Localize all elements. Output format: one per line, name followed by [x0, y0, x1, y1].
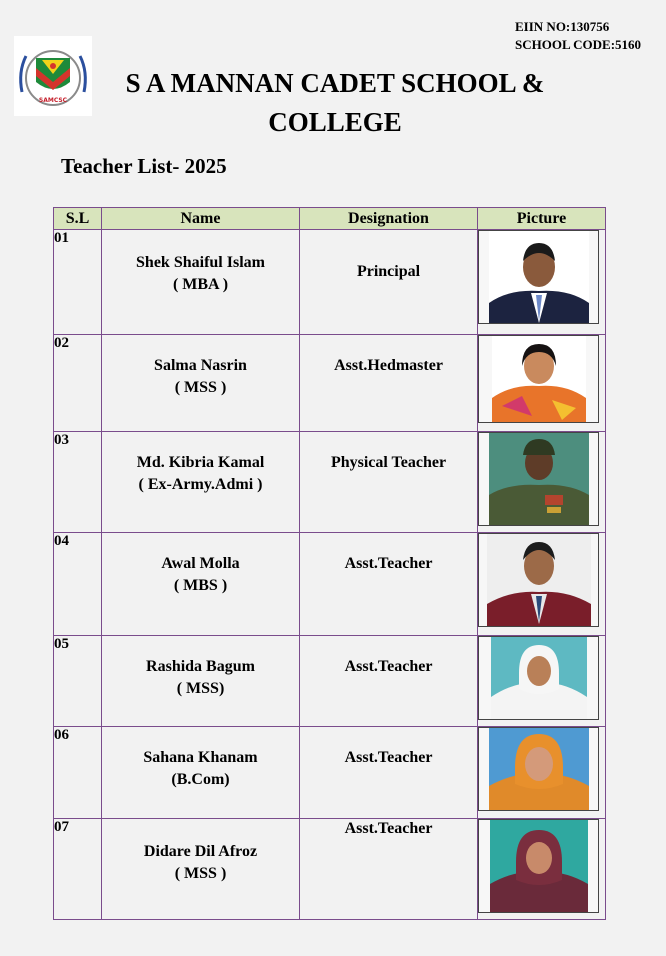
- teacher-photo: [478, 230, 599, 324]
- teacher-designation: Asst.Teacher: [300, 727, 478, 819]
- teacher-name: Salma Nasrin: [154, 357, 247, 374]
- column-header-sl: S.L: [54, 208, 102, 230]
- row-name-cell: [102, 432, 300, 533]
- teacher-designation: Asst.Teacher: [300, 533, 478, 636]
- school-logo: [14, 36, 92, 116]
- school-name: [100, 64, 570, 142]
- row-picture-cell: [478, 819, 606, 920]
- school-code: SCHOOL CODE:5160: [515, 37, 642, 52]
- row-sl: 07: [54, 819, 102, 920]
- teacher-photo: [478, 335, 599, 423]
- row-picture-cell: [478, 533, 606, 636]
- teacher-qualification: ( MBA ): [172, 276, 229, 293]
- teacher-designation: Asst.Teacher: [300, 636, 478, 727]
- row-name-cell: [102, 533, 300, 636]
- table-row: [54, 432, 606, 533]
- row-sl: 06: [54, 727, 102, 819]
- row-picture-cell: [478, 230, 606, 335]
- teacher-name: Shek Shaiful Islam: [136, 254, 265, 271]
- row-sl: 02: [54, 335, 102, 432]
- school-name-line1: S A MANNAN CADET SCHOOL &: [125, 68, 545, 98]
- svg-text:SAMCSC: SAMCSC: [38, 97, 68, 104]
- row-name-cell: [102, 230, 300, 335]
- teacher-name: Rashida Bagum: [146, 658, 255, 675]
- row-sl: 03: [54, 432, 102, 533]
- teacher-qualification: ( Ex-Army.Admi ): [138, 476, 263, 493]
- row-sl: 05: [54, 636, 102, 727]
- teacher-photo: [478, 533, 599, 627]
- row-sl: 01: [54, 230, 102, 335]
- table-row: [54, 335, 606, 432]
- row-picture-cell: [478, 335, 606, 432]
- teacher-name: Awal Molla: [161, 555, 240, 572]
- table-header-row: [54, 208, 606, 230]
- school-codes: [515, 18, 641, 54]
- column-header-name: Name: [102, 208, 300, 230]
- teacher-photo: [478, 432, 599, 526]
- teacher-qualification: ( MBS ): [173, 577, 228, 594]
- teacher-qualification: (B.Com): [171, 771, 230, 788]
- eiin-number: EIIN NO:130756: [515, 19, 610, 34]
- teacher-designation: Physical Teacher: [300, 432, 478, 533]
- column-header-picture: Picture: [478, 208, 606, 230]
- teacher-table: [53, 207, 606, 920]
- table-row: [54, 230, 606, 335]
- teacher-qualification: ( MSS): [176, 680, 225, 697]
- list-title: Teacher List- 2025: [61, 154, 227, 178]
- teacher-name: Md. Kibria Kamal: [136, 454, 265, 471]
- column-header-designation: Designation: [300, 208, 478, 230]
- table-row: [54, 727, 606, 819]
- row-picture-cell: [478, 636, 606, 727]
- row-sl: 04: [54, 533, 102, 636]
- row-picture-cell: [478, 727, 606, 819]
- teacher-name: Sahana Khanam: [143, 749, 258, 766]
- table-row: [54, 636, 606, 727]
- row-name-cell: [102, 727, 300, 819]
- row-name-cell: [102, 335, 300, 432]
- school-name-line2: COLLEGE: [268, 107, 402, 137]
- teacher-designation: Asst.Teacher: [300, 819, 478, 920]
- row-name-cell: [102, 636, 300, 727]
- teacher-name: Didare Dil Afroz: [143, 843, 258, 860]
- teacher-designation: Asst.Hedmaster: [300, 335, 478, 432]
- teacher-photo: [478, 727, 599, 811]
- row-name-cell: [102, 819, 300, 920]
- table-row: [54, 533, 606, 636]
- teacher-designation: Principal: [300, 230, 478, 335]
- row-picture-cell: [478, 432, 606, 533]
- teacher-qualification: ( MSS ): [174, 865, 227, 882]
- table-row: [54, 819, 606, 920]
- teacher-photo: [478, 819, 599, 913]
- teacher-photo: [478, 636, 599, 720]
- teacher-qualification: ( MSS ): [174, 379, 227, 396]
